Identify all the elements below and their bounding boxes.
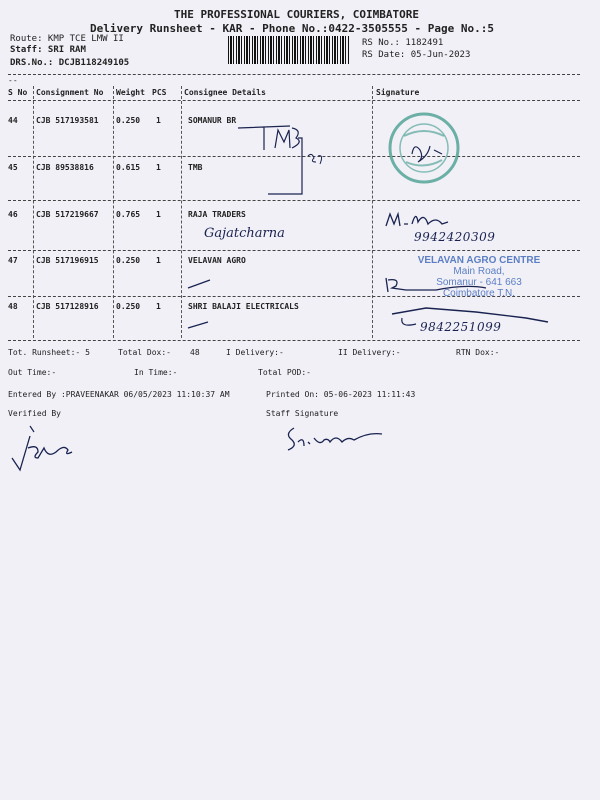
rs-date: RS Date: 05-Jun-2023 (362, 50, 471, 60)
address-stamp (394, 255, 564, 299)
verified-by-label: Verified By (8, 409, 61, 418)
row-consignment: CJB 517196915 (36, 256, 99, 265)
column-separator (33, 86, 34, 338)
handwritten-name: Gajatcharna (204, 226, 285, 241)
runsheet-subtitle: Delivery Runsheet - KAR - Phone No.:0422-3505555 - Page No.:5 (90, 22, 494, 35)
row-weight: 0.765 (116, 210, 141, 219)
divider (8, 156, 580, 157)
total-pod: Total POD:- (258, 368, 311, 377)
handwritten-phone: 9842251099 (420, 320, 502, 334)
row-pcs: 1 (156, 210, 161, 219)
dash-mark: -- (8, 76, 18, 85)
column-separator (113, 86, 114, 338)
row-consignment: CJB 517219667 (36, 210, 99, 219)
row-pcs: 1 (156, 256, 161, 265)
row-consignment: CJB 517128916 (36, 302, 99, 311)
printed-on: Printed On: 05-06-2023 11:11:43 (266, 390, 416, 399)
row-consignment: CJB 517193581 (36, 116, 99, 125)
col-sno: S No (8, 88, 28, 97)
row-consignment: CJB 89538816 (36, 163, 94, 172)
stamp-line: Main Road, (453, 266, 505, 277)
ii-delivery: II Delivery:- (338, 348, 401, 357)
entered-by: Entered By :PRAVEENAKAR 06/05/2023 11:10:37 AM (8, 390, 230, 399)
total-dox-value: 48 (190, 348, 200, 357)
verified-signature (8, 418, 88, 478)
rs-number: RS No.: 1182491 (362, 38, 444, 48)
handwritten-phone: 9942420309 (414, 230, 496, 244)
divider (8, 250, 580, 251)
total-runsheet: Tot. Runsheet:- 5 (8, 348, 90, 357)
row-pcs: 1 (156, 163, 161, 172)
row-weight: 0.250 (116, 302, 141, 311)
row-consignee: RAJA TRADERS (188, 210, 246, 219)
staff-signature-label: Staff Signature (266, 409, 339, 418)
divider (8, 340, 580, 341)
company-title: THE PROFESSIONAL COURIERS, COIMBATORE (174, 8, 420, 21)
column-separator (372, 86, 373, 338)
col-weight: Weight (116, 88, 145, 97)
divider (8, 74, 580, 75)
row-consignee: TMB (188, 163, 203, 172)
i-delivery: I Delivery:- (226, 348, 284, 357)
staff-label: Staff: SRI RAM (10, 45, 86, 55)
total-dox-label: Total Dox:- (118, 348, 171, 357)
row-sno: 47 (8, 256, 18, 265)
stamp-line: VELAVAN AGRO CENTRE (417, 255, 541, 266)
column-separator (181, 86, 182, 338)
out-time: Out Time:- (8, 368, 57, 377)
row-sno: 48 (8, 302, 18, 311)
divider (8, 200, 580, 201)
row-consignee: SOMANUR BR (188, 116, 237, 125)
barcode (228, 36, 350, 64)
row-pcs: 1 (156, 302, 161, 311)
route-label: Route: KMP TCE LMW II (10, 34, 124, 44)
divider (8, 100, 580, 101)
col-signature: Signature (376, 88, 420, 97)
rtn-dox: RTN Dox:- (456, 348, 500, 357)
row-weight: 0.250 (116, 116, 141, 125)
row-weight: 0.250 (116, 256, 141, 265)
stamp-line: Somanur - 641 663 (436, 277, 522, 288)
col-pcs: PCS (152, 88, 167, 97)
col-consignment: Consignment No (36, 88, 104, 97)
stamp-line: Coimbatore T.N. (442, 288, 516, 299)
drs-number: DRS.No.: DCJB118249105 (10, 58, 130, 68)
round-stamp (384, 106, 474, 192)
row-sno: 45 (8, 163, 18, 172)
row-sno: 46 (8, 210, 18, 219)
in-time: In Time:- (134, 368, 178, 377)
row-weight: 0.615 (116, 163, 141, 172)
row-consignee: VELAVAN AGRO (188, 256, 246, 265)
row-consignee: SHRI BALAJI ELECTRICALS (188, 302, 299, 311)
staff-signature (282, 420, 392, 460)
row-pcs: 1 (156, 116, 161, 125)
col-consignee: Consignee Details (184, 88, 266, 97)
row-sno: 44 (8, 116, 18, 125)
